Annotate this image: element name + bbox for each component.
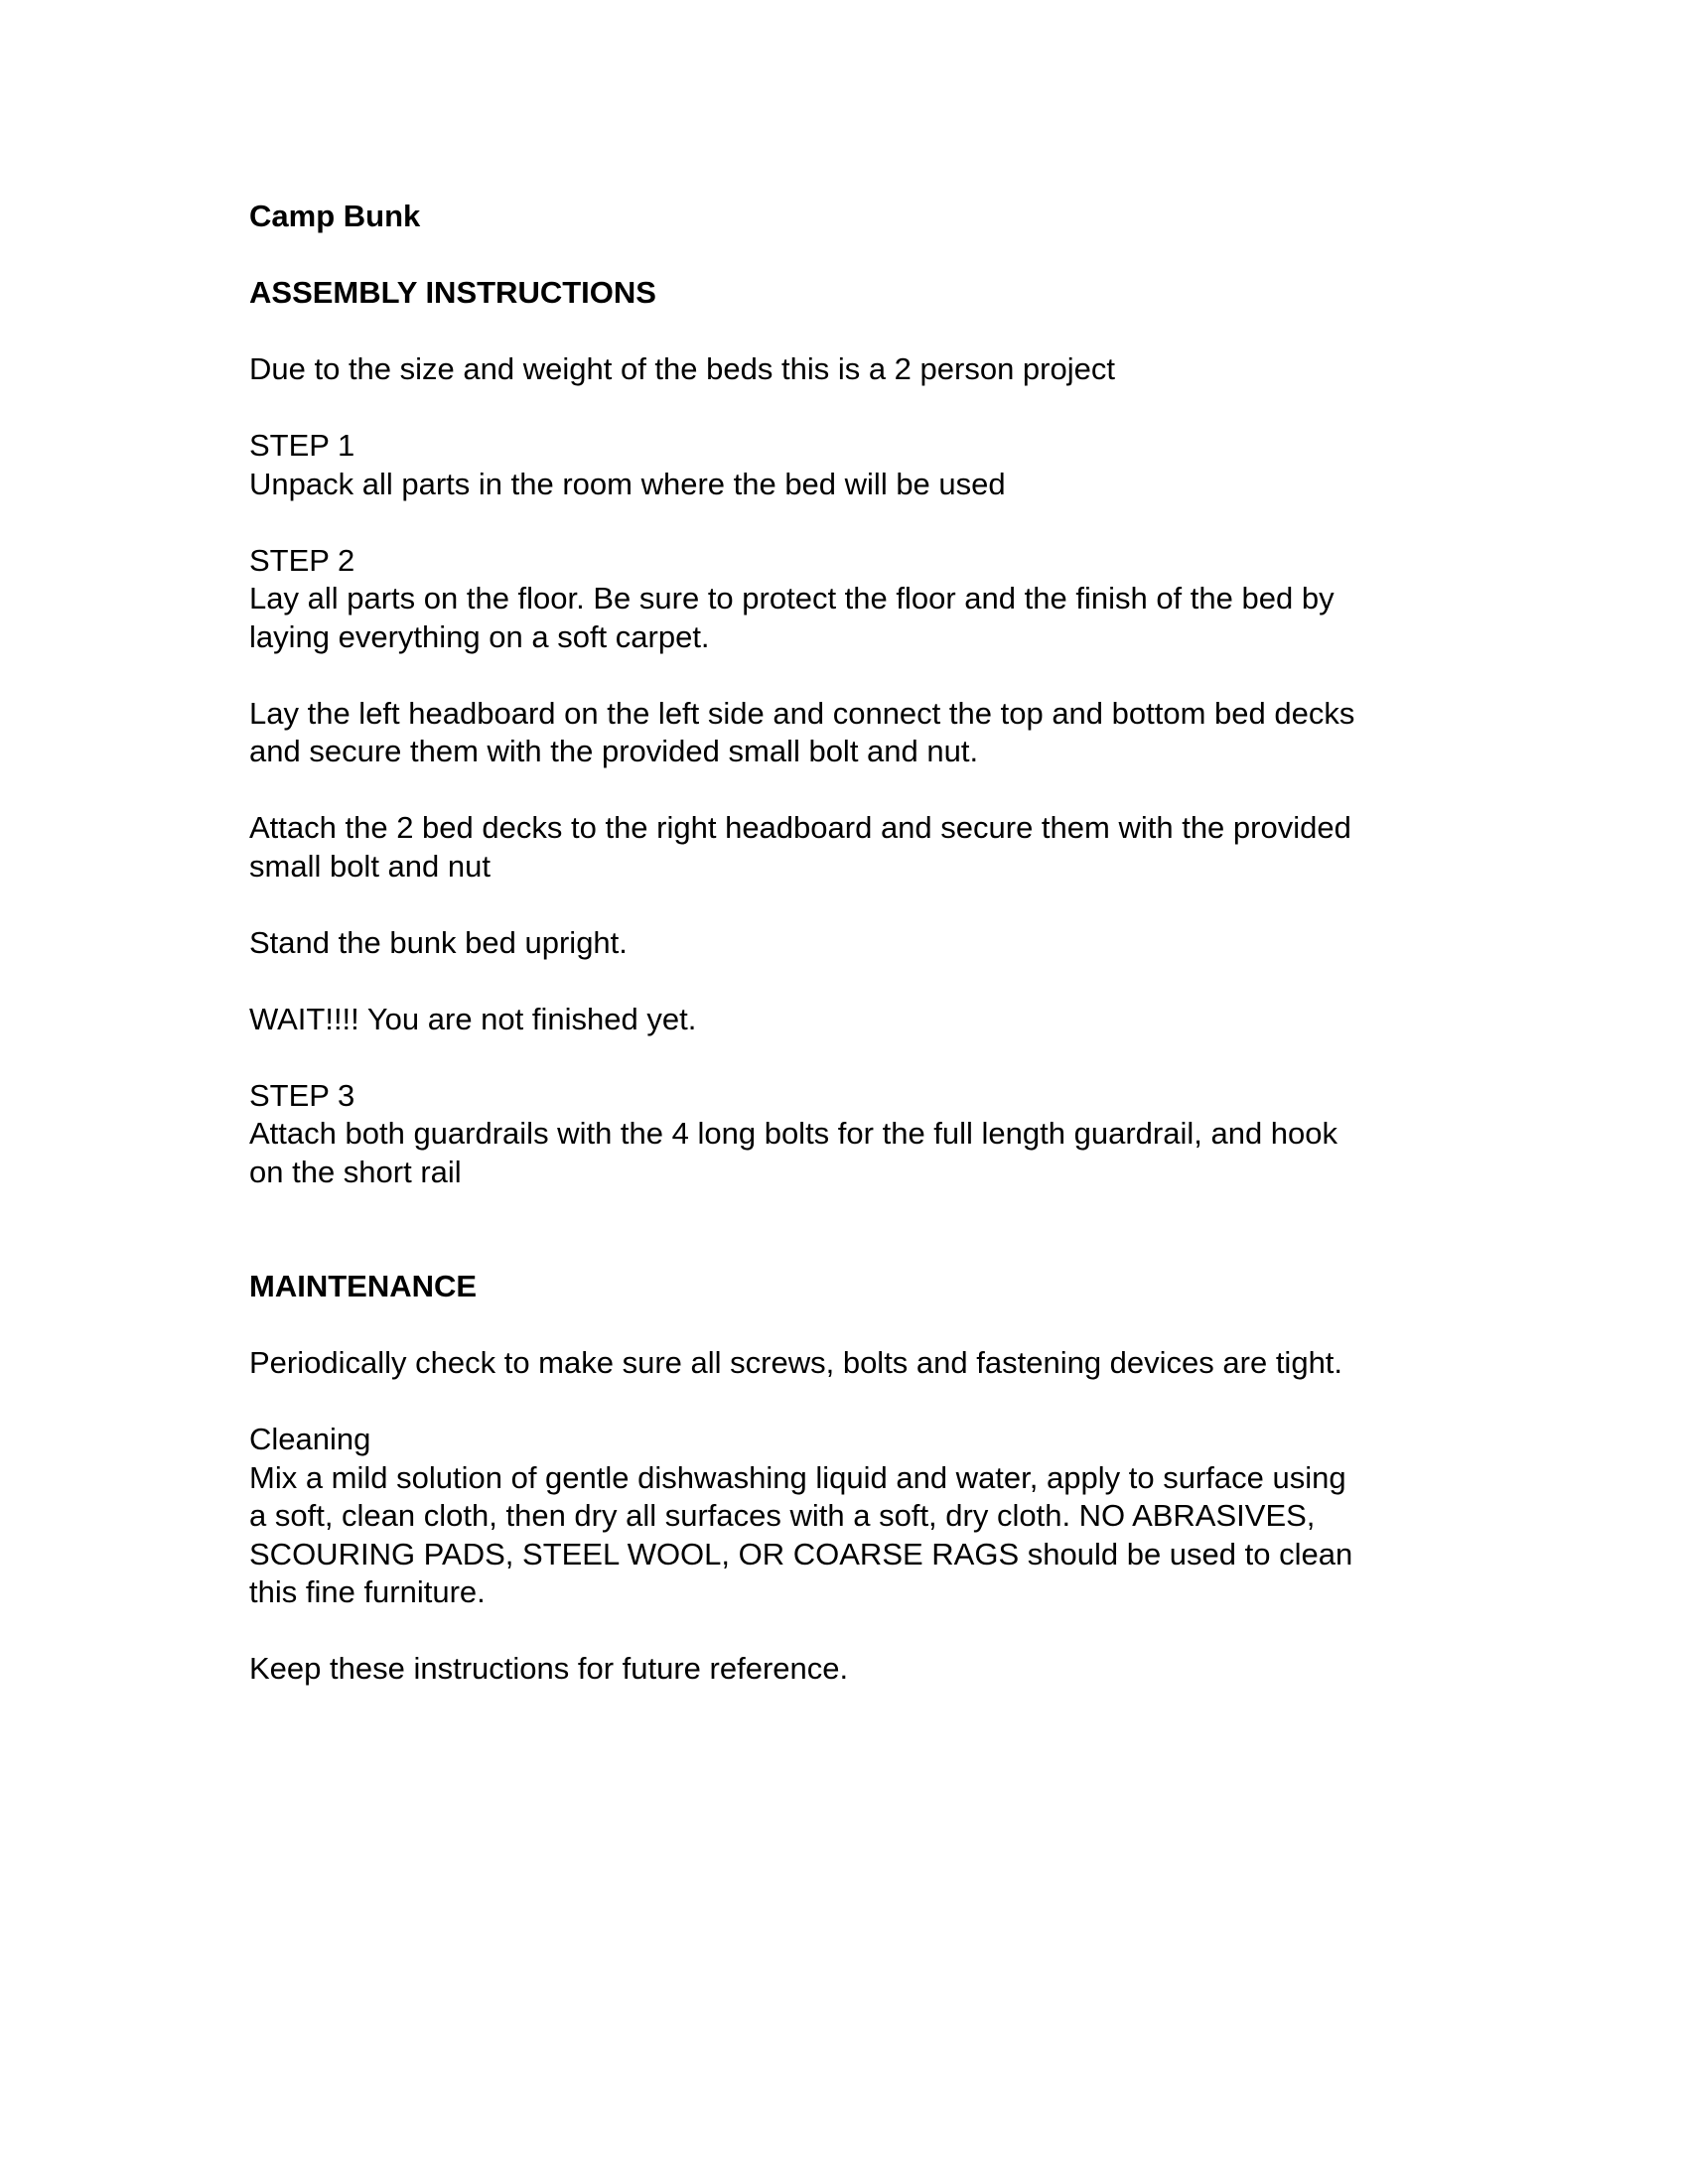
step1-text: Unpack all parts in the room where the bed will be used [249,466,1006,501]
step2-para4: Stand the bunk bed upright. [249,924,628,960]
step2-para1-line1: Lay all parts on the floor. Be sure to protect the floor and the finish of the bed by [249,581,1335,615]
cleaning-line3: SCOURING PADS, STEEL WOOL, OR COARSE RAGS should be used to clean [249,1536,1353,1571]
step2-para1-line2: laying everything on a soft carpet. [249,618,710,654]
step3-label: STEP 3 [249,1077,355,1113]
document-page [249,198,1490,1689]
closing-text: Keep these instructions for future reference. [249,1651,849,1686]
cleaning-line1: Mix a mild solution of gentle dishwashing liquid and water, apply to surface using [249,1459,1346,1495]
step3-line2: on the short rail [249,1154,462,1189]
step3-line1: Attach both guardrails with the 4 long bolts for the full length guardrail, and hook [249,1116,1338,1151]
step2-label: STEP 2 [249,542,355,578]
step2-para2-line1: Lay the left headboard on the left side and connect the top and bottom bed decks [249,695,1355,731]
step1-label: STEP 1 [249,428,355,463]
maintenance-text: Periodically check to make sure all screws, bolts and fastening devices are tight. [249,1345,1343,1380]
cleaning-line4: this fine furniture. [249,1574,486,1609]
step2-para5: WAIT!!!! You are not finished yet. [249,1001,697,1036]
intro-text: Due to the size and weight of the beds this is a 2 person project [249,351,1115,386]
step2-para3-line2: small bolt and nut [249,848,491,884]
document-title: Camp Bunk [249,199,421,233]
step2-para3-line1: Attach the 2 bed decks to the right headboard and secure them with the provided [249,810,1351,845]
step2-para2-line2: and secure them with the provided small bolt and nut. [249,734,979,768]
maintenance-heading: MAINTENANCE [249,1269,478,1303]
cleaning-line2: a soft, clean cloth, then dry all surfaces with a soft, dry cloth. NO ABRASIVES, [249,1498,1316,1533]
cleaning-label: Cleaning [249,1422,371,1456]
assembly-heading: ASSEMBLY INSTRUCTIONS [249,275,656,310]
